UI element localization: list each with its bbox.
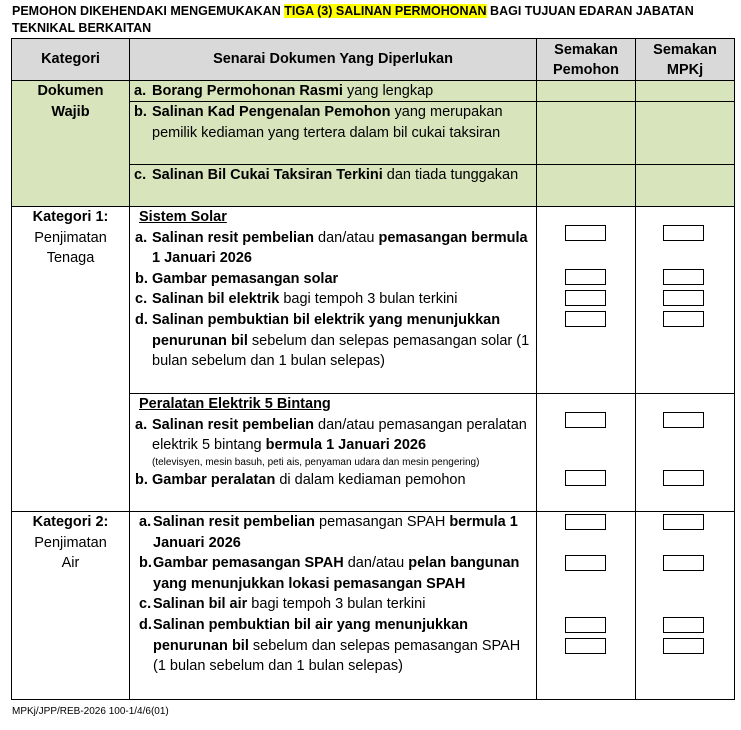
list-item: b. Salinan Kad Pengenalan Pemohon yang merupakan pemilik kediaman yang tertera dalam bil cukai taksiran: [130, 101, 536, 164]
elektrik-list: [130, 394, 537, 512]
checkbox-mpkj-air-c[interactable]: [663, 617, 704, 633]
appliance-note: (televisyen, mesin basuh, peti ais, penyaman udara dan mesin pengering): [152, 456, 480, 468]
checkbox-mpkj-solar-d[interactable]: [663, 311, 704, 327]
list-item: c. Salinan Bil Cukai Taksiran Terkini dan tiada tunggakan: [130, 164, 536, 206]
list-item: a. Salinan resit pembelian dan/atau pemasangan peralatan elektrik 5 bintang bermula 1 Januari 2026 (televisyen, mesin basuh, peti ais, penyaman udara dan mesin pengering): [135, 415, 532, 470]
checkbox-pemohon-air-c[interactable]: [565, 617, 606, 633]
checkbox-pemohon-air-a[interactable]: [565, 514, 606, 530]
list-item: a. Salinan resit pembelian dan/atau pemasangan bermula 1 Januari 2026: [135, 229, 528, 267]
air-list: [130, 512, 537, 700]
list-item: d. Salinan pembuktian bil elektrik yang menunjukkan penurunan bil sebelum dan selepas pemasangan solar (1 bulan sebelum dan 1 bulan selepas): [135, 311, 530, 370]
checkbox-mpkj-solar-a[interactable]: [663, 225, 704, 241]
checkbox-pemohon-solar-d[interactable]: [565, 311, 606, 327]
list-item: c. Salinan bil air bagi tempoh 3 bulan terkini: [139, 596, 426, 613]
semakan-pemohon-wajib: [537, 81, 636, 207]
list-item: a. Borang Permohonan Rasmi yang lengkap: [134, 83, 434, 99]
header-senarai: Senarai Dokumen Yang Diperlukan: [130, 39, 537, 81]
instruction-before: PEMOHON DIKEHENDAKI MENGEMUKAKAN: [12, 4, 285, 18]
checkbox-pemohon-air-d[interactable]: [565, 638, 606, 654]
list-item: d. Salinan pembuktian bil air yang menunjukkan penurunan bil sebelum dan selepas pemasangan SPAH (1 bulan sebelum dan 1 bulan selepas): [139, 616, 521, 675]
header-semakan-mpkj: Semakan MPKj: [636, 39, 735, 81]
checkbox-pemohon-solar-a[interactable]: [565, 225, 606, 241]
list-item: b. Gambar pemasangan solar: [135, 270, 339, 287]
kategori-1: Kategori 1: Penjimatan Tenaga: [12, 207, 130, 512]
instruction-after: BAGI TUJUAN EDARAN JABATAN TEKNIKAL BERKAITAN: [12, 4, 694, 35]
semakan-mpkj-wajib: [636, 81, 735, 207]
checkbox-pemohon-elektrik-b[interactable]: [565, 470, 606, 486]
list-item: b. Gambar peralatan di dalam kediaman pemohon: [135, 471, 466, 488]
semakan-pemohon-solar: [537, 207, 636, 394]
kategori-2: Kategori 2: Penjimatan Air: [12, 512, 130, 700]
checkbox-mpkj-air-a[interactable]: [663, 514, 704, 530]
semakan-pemohon-elektrik: [537, 394, 636, 512]
checkbox-pemohon-air-b[interactable]: [565, 555, 606, 571]
checkbox-mpkj-solar-b[interactable]: [663, 269, 704, 285]
checkbox-pemohon-solar-b[interactable]: [565, 269, 606, 285]
solar-list: [130, 207, 537, 394]
checkbox-pemohon-solar-c[interactable]: [565, 290, 606, 306]
checklist-table: [11, 38, 734, 700]
list-item: c. Salinan bil elektrik bagi tempoh 3 bulan terkini: [135, 291, 458, 308]
checkbox-mpkj-elektrik-a[interactable]: [663, 412, 704, 428]
dokumen-wajib-list: [130, 81, 537, 207]
list-item: b. Gambar pemasangan SPAH dan/atau pelan bangunan yang menunjukkan lokasi pemasangan SPAH: [139, 555, 520, 592]
semakan-pemohon-air: [537, 512, 636, 700]
checkbox-mpkj-air-b[interactable]: [663, 555, 704, 571]
checkbox-mpkj-elektrik-b[interactable]: [663, 470, 704, 486]
list-item: a. Salinan resit pembelian pemasangan SPAH bermula 1 Januari 2026: [139, 514, 518, 551]
checkbox-pemohon-elektrik-a[interactable]: [565, 412, 606, 428]
semakan-mpkj-solar: [636, 207, 735, 394]
checkbox-mpkj-air-d[interactable]: [663, 638, 704, 654]
document-reference: MPKj/JPP/REB-2026 100-1/4/6(01): [12, 706, 169, 717]
header-kategori: Kategori: [12, 39, 130, 81]
section-title-elektrik: Peralatan Elektrik 5 Bintang: [139, 396, 331, 412]
kategori-dokumen-wajib: Dokumen Wajib: [12, 81, 130, 207]
checkbox-mpkj-solar-c[interactable]: [663, 290, 704, 306]
semakan-mpkj-air: [636, 512, 735, 700]
semakan-mpkj-elektrik: [636, 394, 735, 512]
header-semakan-pemohon: Semakan Pemohon: [537, 39, 636, 81]
section-title-solar: Sistem Solar: [139, 209, 227, 225]
instruction-highlight: TIGA (3) SALINAN PERMOHONAN: [284, 4, 487, 18]
instruction-text: [12, 3, 732, 37]
